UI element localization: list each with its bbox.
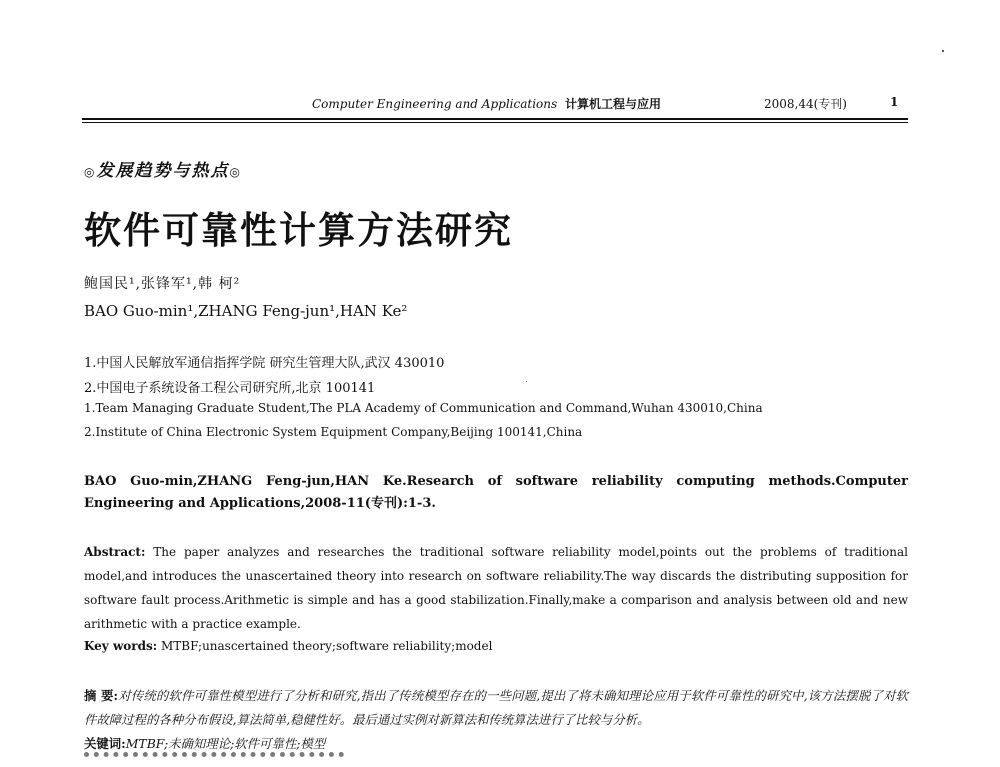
issue-info: 2008,44(专刊)	[764, 97, 847, 111]
authors-cn: 鲍国民¹,张锋军¹,韩 柯²	[84, 276, 241, 292]
authors-en: BAO Guo-min¹,ZHANG Feng-jun¹,HAN Ke²	[84, 302, 408, 320]
running-header-journal	[312, 95, 661, 112]
header-rule-thick	[82, 118, 908, 120]
paper-title: 软件可靠性计算方法研究	[84, 208, 513, 252]
abstract-cn	[84, 684, 908, 732]
section-marker-right: ◎	[229, 165, 242, 179]
section-tag	[84, 156, 242, 181]
scan-speck	[526, 381, 527, 382]
section-marker-left: ◎	[84, 165, 97, 179]
abstract-label: Abstract:	[84, 545, 146, 559]
keywords-en	[84, 639, 492, 653]
journal-name-cn: 计算机工程与应用	[564, 97, 661, 111]
keywords-cn-text: MTBF;未确知理论;软件可靠性;模型	[125, 736, 326, 751]
keywords-text: MTBF;unascertained theory;software reliability;model	[161, 639, 493, 653]
affiliation-en-2: 2.Institute of China Electronic System Equipment Company,Beijing 100141,China	[84, 425, 583, 439]
affiliation-cn-2: 2.中国电子系统设备工程公司研究所,北京 100141	[84, 381, 376, 396]
keywords-cn-label: 关键词:	[84, 736, 126, 751]
abstract-en	[84, 540, 908, 636]
keywords-cn	[84, 734, 325, 752]
header-rule-thin	[82, 122, 908, 123]
abstract-text: The paper analyzes and researches the traditional software reliability model,points out the problems of traditional model,and introduces the unascertained theory into research on software reliability.The way discards the distributing supposition for software fault process.Arithmetic is simple and has a good stabilization.Finally,make a comparison and analysis between old and new arithmetic with a practice example.	[84, 545, 908, 631]
page-number: 1	[890, 95, 899, 109]
section-tag-text: 发展趋势与热点	[96, 161, 230, 181]
affiliation-cn-1: 1.中国人民解放军通信指挥学院 研究生管理大队,武汉 430010	[84, 356, 445, 371]
scan-speck	[942, 50, 944, 52]
abstract-cn-text: 对传统的软件可靠性模型进行了分析和研究,指出了传统模型存在的一些问题,提出了将未确知理论应用于软件可靠性的研究中,该方法摆脱了对软件故障过程的各种分布假设,算法简单,稳健性好。最后通过实例对新算法和传统算法进行了比较与分析。	[84, 688, 908, 727]
citation: BAO Guo-min,ZHANG Feng-jun,HAN Ke.Research of software reliability computing methods.Computer Engineering and Applications,2008-11(专刊):1-3.	[84, 474, 908, 511]
keywords-label: Key words:	[84, 639, 158, 653]
abstract-cn-label: 摘 要:	[84, 688, 119, 703]
affiliation-en-1: 1.Team Managing Graduate Student,The PLA Academy of Communication and Command,Wuhan 430010,China	[84, 401, 763, 415]
journal-name-en: Computer Engineering and Applications	[312, 97, 558, 111]
